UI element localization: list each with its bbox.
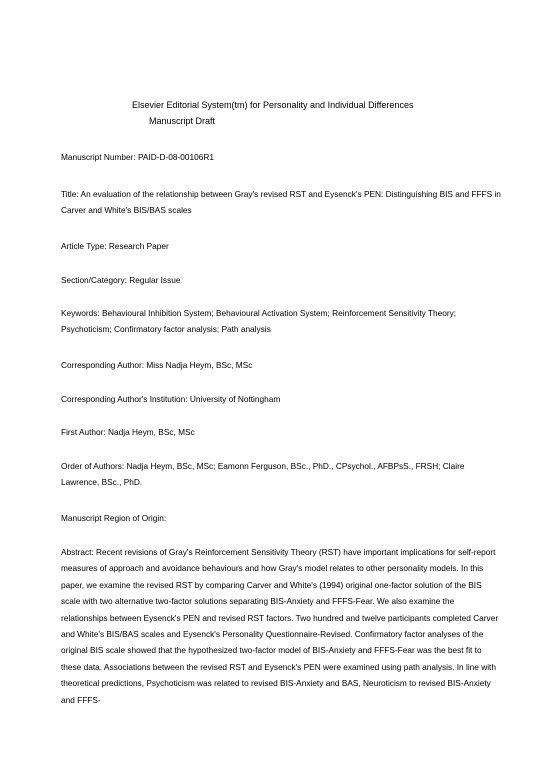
- article-type: [61, 238, 501, 254]
- field-label: Title:: [61, 189, 81, 199]
- field-label: Order of Authors:: [61, 461, 127, 471]
- order-of-authors: [61, 458, 501, 491]
- field-label: Keywords:: [61, 308, 103, 318]
- field-label: Corresponding Author's Institution:: [61, 394, 190, 404]
- field-value: Miss Nadja Heym, BSc, MSc: [146, 360, 253, 370]
- section-category: [61, 272, 501, 288]
- keywords: [61, 305, 501, 338]
- manuscript-region: [61, 510, 501, 526]
- manuscript-title: [61, 186, 501, 219]
- field-value: Recent revisions of Gray's Reinforcement Sensitivity Theory (RST) have important implications for self-report measures of approach and avoidance behaviours and how Gray's model relates to other personality models. In this paper, we examine the revised RST by comparing Carver and White's (1994) original one-factor solution of the BIS scale with two alternative two-factor solutions separating BIS-Anxiety and FFFS-Fear. We also examine the relationships between Eysenck's PEN and revised RST factors. Two hundred and twelve participants completed Carver and White's BIS/BAS scales and Eysenck's Personality Questionnaire-Revised. Confirmatory factor analyses of the original BIS scale showed that the hypothesized two-factor model of BIS-Anxiety and FFFS-Fear was the best fit to these data. Associations between the revised RST and Eysenck's PEN were examined using path analysis. In line with theoretical predictions, Psychoticism was related to revised BIS-Anxiety and BAS, Neuroticism to revised BIS-Anxiety and FFFS-: [61, 547, 499, 705]
- manuscript-number: [61, 149, 501, 165]
- field-label: Article Type:: [61, 241, 109, 251]
- abstract: [61, 544, 501, 708]
- corresponding-author-institution: [61, 391, 501, 407]
- field-value: Nadja Heym, BSc, MSc; Eamonn Ferguson, BSc., PhD., CPsychol., AFBPsS., FRSH; Claire Lawrence, BSc., PhD.: [61, 461, 465, 488]
- manuscript-draft-label: Manuscript Draft: [149, 116, 216, 126]
- field-label: Manuscript Region of Origin:: [61, 513, 167, 523]
- corresponding-author: [61, 357, 501, 373]
- field-value: Nadja Heym, BSc, MSc: [108, 427, 195, 437]
- field-value: Research Paper: [108, 241, 169, 251]
- field-value: An evaluation of the relationship between Gray's revised RST and Eysenck's PEN: Distinguishing BIS and FFFS in Carver and White's BIS/BAS scales: [61, 189, 501, 216]
- editorial-system-title: Elsevier Editorial System(tm) for Personality and Individual Differences: [132, 100, 414, 110]
- field-label: Section/Category:: [61, 275, 130, 285]
- field-label: Corresponding Author:: [61, 360, 147, 370]
- field-label: Abstract:: [61, 547, 97, 557]
- field-value: University of Nottingham: [189, 394, 281, 404]
- field-label: First Author:: [61, 427, 109, 437]
- field-label: Manuscript Number:: [61, 152, 139, 162]
- field-value: Behavioural Inhibition System; Behavioural Activation System; Reinforcement Sensitivity Theory; Psychoticism; Confirmatory factor analysis; Path analysis: [61, 308, 457, 335]
- first-author: [61, 424, 501, 440]
- field-value: PAID-D-08-00106R1: [138, 152, 214, 162]
- field-value: Regular Issue: [129, 275, 181, 285]
